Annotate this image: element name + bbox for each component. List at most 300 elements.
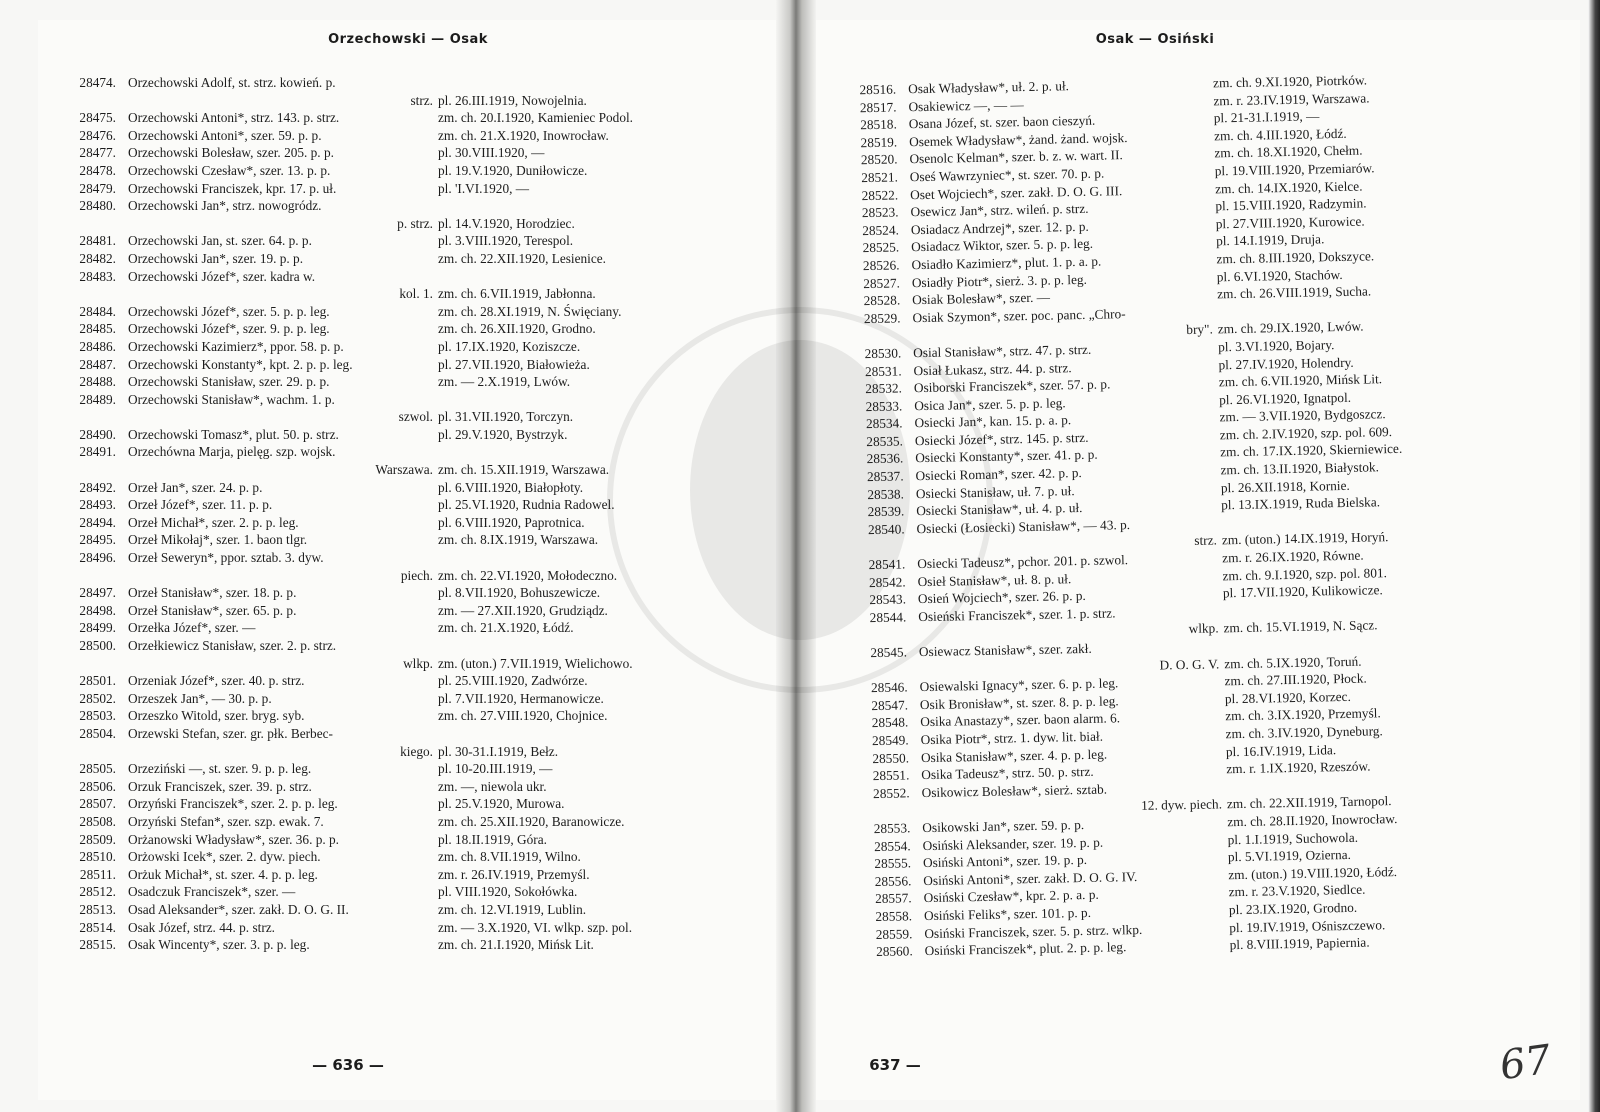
entry-name: Orzechowski Antoni*, strz. 143. p. strz. — [128, 110, 340, 126]
entry-death-record: zm. — 3.VII.1920, Bydgoszcz. — [1219, 406, 1386, 425]
entry-number: 28551. — [872, 767, 910, 784]
entry-number: 28539. — [867, 503, 905, 520]
entry-line — [38, 180, 778, 198]
entry-line — [38, 936, 778, 954]
entry-number: 28531. — [864, 362, 902, 379]
entry — [38, 901, 778, 919]
entry-name: Orzechowski Antoni*, szer. 59. p. p. — [128, 127, 322, 143]
entry-name: Orzeł Mikołaj*, szer. 1. baon tlgr. — [128, 532, 308, 548]
entry-unit-continuation: kol. 1. — [399, 286, 433, 302]
entry-line — [38, 919, 778, 937]
entry-line — [38, 866, 778, 884]
entry — [38, 707, 778, 725]
entry-number: 28512. — [79, 884, 116, 900]
entry-death-record: zm. — 27.XII.1920, Grudziądz. — [438, 602, 608, 618]
entry-number: 28526. — [862, 257, 900, 274]
entry-death-record: pl. 30-31.I.1919, Bełz. — [438, 743, 559, 759]
entry-death-record: pl. 8.VIII.1919, Papiernia. — [1229, 934, 1370, 953]
entry-number: 28521. — [861, 169, 898, 186]
margin-note-handwritten: 67 — [1497, 1036, 1554, 1090]
entry-name: Osiadacz Andrzej*, szer. 12. p. p. — [910, 218, 1089, 237]
entry-death-record: zm. ch. 15.XII.1919, Warszawa. — [438, 462, 610, 478]
entry-death-record: zm. (uton.) 7.VII.1919, Wielichowo. — [438, 655, 633, 671]
entry-number: 28555. — [874, 855, 912, 872]
entry-name: Osikowski Jan*, szer. 59. p. p. — [922, 816, 1085, 836]
entry-number: 28487. — [79, 356, 116, 372]
entry-death-record: pl. 28.VI.1920, Korzec. — [1224, 688, 1351, 707]
entry-unit-continuation: p. strz. — [397, 215, 433, 231]
entry-name: Osiborski Franciszek*, szer. 57. p. p. — [913, 376, 1111, 396]
entry-number: 28525. — [862, 239, 900, 256]
entry — [38, 619, 778, 637]
entry-death-record: pl. 21-31.I.1919, — — [1213, 108, 1320, 126]
entry-death-record: pl. 26.VI.1920, Ignatpol. — [1219, 389, 1352, 408]
entry-death-record: pl. 25.VIII.1920, Zadwórze. — [438, 673, 588, 689]
entry-name: Osika Anastazy*, szer. baon alarm. 6. — [920, 710, 1121, 730]
entry-death-record: zm. — 3.X.1920, VI. wlkp. szp. pol. — [438, 919, 633, 935]
entry-line — [38, 197, 778, 215]
entry-number: 28538. — [867, 486, 905, 502]
entry-death-record: zm. ch. 21.X.1920, Inowrocław. — [438, 127, 609, 143]
entry-number: 28491. — [79, 444, 116, 460]
entry — [38, 690, 778, 708]
entry — [38, 496, 778, 514]
entry-line — [38, 461, 778, 479]
entry — [38, 778, 778, 796]
entry-name: Osiński Czesław*, kpr. 2. p. a. p. — [923, 887, 1099, 906]
entry-number: 28532. — [865, 380, 903, 397]
entry-line — [38, 162, 778, 180]
entry — [38, 866, 778, 884]
entry-unit-continuation: 12. dyw. piech. — [1141, 796, 1223, 814]
entry-number: 28550. — [872, 749, 910, 766]
entry-name: Orzechowski Bolesław, szer. 205. p. p. — [128, 145, 334, 161]
entry-number: 28533. — [865, 398, 903, 414]
entry — [38, 197, 778, 232]
entry-death-record: zm. — 2.X.1919, Lwów. — [438, 374, 571, 390]
entry-number: 28483. — [79, 268, 116, 284]
entry-name: Osień Wojciech*, szer. 26. p. p. — [917, 588, 1086, 607]
entry-line — [38, 426, 778, 444]
entry-death-record: pl. 19.V.1920, Duniłowicze. — [438, 162, 588, 178]
entry-number: 28486. — [79, 338, 116, 354]
entry-name: Osika Stanisław*, szer. 4. p. p. leg. — [920, 746, 1108, 765]
entry-line — [38, 232, 778, 250]
entry-number: 28474. — [79, 75, 116, 90]
entry-number: 28524. — [862, 222, 899, 238]
entry-death-record: pl. 14.I.1919, Druja. — [1215, 231, 1325, 249]
entry-number: 28497. — [79, 585, 116, 601]
entry-death-record: zm. ch. 27.VIII.1920, Chojnice. — [438, 708, 608, 724]
entry-name: Osakiewicz —, — — — [908, 96, 1024, 114]
entry-death-record: zm. ch. 2.IV.1920, szp. pol. 609. — [1219, 423, 1393, 443]
right-page-header: Osak — Osiński — [1095, 32, 1215, 47]
entry-name: Orzyński Franciszek*, szer. 2. p. p. leg. — [128, 796, 338, 812]
entry-line — [38, 831, 778, 849]
entry-number: 28544. — [869, 609, 907, 625]
entry-name: Oseś Wawrzyniec*, st. szer. 70. p. p. — [909, 165, 1105, 185]
entry — [38, 531, 778, 549]
entry-number: 28558. — [875, 908, 913, 924]
entry-death-record: pl. 26.XII.1918, Kornie. — [1220, 477, 1350, 495]
entry-line — [38, 144, 778, 162]
entry-line — [38, 127, 778, 145]
entry-death-record: zm. (uton.) 14.IX.1919, Horyń. — [1221, 529, 1389, 548]
entry-number: 28515. — [79, 937, 116, 953]
entry-number: 28482. — [79, 250, 116, 266]
entry-unit-continuation: strz. — [1194, 532, 1218, 549]
entry-number: 28543. — [869, 591, 907, 608]
entry-name: Orzeł Seweryn*, ppor. sztab. 3. dyw. — [128, 550, 324, 566]
entry-line — [38, 92, 778, 110]
entry-death-record: zm. ch. 27.III.1920, Płock. — [1224, 670, 1367, 689]
entry-name: Osiewacz Stanisław*, szer. zakł. — [918, 640, 1092, 660]
entry-death-record: zm. ch. 4.III.1920, Łódź. — [1213, 125, 1347, 144]
entry-number: 28530. — [864, 345, 902, 362]
entry-number: 28475. — [79, 110, 116, 126]
entry-name: Orzechowski Tomasz*, plut. 50. p. strz. — [128, 426, 339, 442]
entry-name: Osemek Władysław*, żand. żand. wojsk. — [909, 129, 1128, 150]
entry-number: 28494. — [79, 514, 116, 530]
entry-name: Osiecki Józef*, strz. 145. p. strz. — [914, 429, 1089, 449]
entry-line — [38, 690, 778, 708]
entry-death-record: zm. ch. 9.XI.1920, Piotrków. — [1212, 72, 1368, 91]
entry-death-record: pl. 5.VI.1919, Ozierna. — [1227, 847, 1352, 865]
entry-unit-continuation: strz. — [410, 92, 433, 108]
entry-name: Orzechowski Kazimierz*, ppor. 58. p. p. — [128, 338, 344, 354]
entry-name: Osiński Feliks*, szer. 101. p. p. — [923, 904, 1092, 924]
entry-name: Osenolc Kelman*, szer. b. z. w. wart. II. — [909, 147, 1123, 167]
entry-death-record: zm. r. 1.IX.1920, Rzeszów. — [1226, 758, 1371, 777]
entry-number: 28535. — [866, 433, 904, 450]
entry-name: Orzechówna Marja, pielęg. szp. wojsk. — [128, 444, 336, 460]
entry-death-record: pl. 17.IX.1920, Koziszcze. — [438, 338, 581, 354]
entry-death-record: pl. 8.VII.1920, Bohuszewicze. — [438, 585, 601, 601]
entry-number: 28503. — [79, 708, 116, 724]
entry — [38, 180, 778, 198]
entry-number: 28476. — [79, 127, 116, 143]
entry-death-record: zm. (uton.) 19.VIII.1920, Łódź. — [1228, 863, 1398, 882]
entry-death-record: zm. ch. 26.XII.1920, Grodno. — [438, 321, 596, 337]
entry-name: Orzeł Stanisław*, szer. 65. p. p. — [128, 602, 297, 618]
entry-death-record: pl. 18.II.1919, Góra. — [438, 831, 547, 847]
left-page — [38, 20, 778, 1100]
entry-name: Orzewski Stefan, szer. gr. płk. Berbec- — [128, 725, 333, 741]
entry-name: Orzełka Józef*, szer. — — [128, 620, 256, 636]
entry-death-record: zm. ch. 22.XII.1919, Tarnopol. — [1226, 793, 1392, 812]
entry-number: 28541. — [868, 556, 906, 573]
entry-name: Orzechowski Jan, st. szer. 64. p. p. — [128, 233, 312, 249]
entry-death-record: pl. 'I.VI.1920, — — [438, 180, 530, 196]
entry-line — [38, 215, 778, 233]
entry-name: Orzuk Franciszek, szer. 39. p. strz. — [128, 778, 312, 794]
entry-number: 28490. — [79, 426, 116, 442]
entry-name: Orzełkiewicz Stanisław, szer. 2. p. strz. — [128, 638, 337, 653]
entry-line — [38, 637, 778, 655]
entry-name: Osiński Franciszek, szer. 5. p. strz. wlkp. — [924, 921, 1143, 941]
entry — [38, 356, 778, 374]
entry-name: Osica Jan*, szer. 5. p. p. leg. — [914, 394, 1066, 413]
entry-number: 28540. — [867, 521, 905, 537]
entry-death-record: zm. ch. 29.IX.1920, Lwów. — [1217, 318, 1364, 337]
entry-line — [38, 74, 778, 92]
entry-name: Orzechowski Józef*, szer. 9. p. p. leg. — [128, 321, 330, 337]
entry — [38, 514, 778, 532]
entry-death-record: pl. 10-20.III.1919, — — [438, 761, 553, 777]
entry-name: Orżuk Michał*, st. szer. 4. p. p. leg. — [128, 866, 318, 882]
entry — [38, 795, 778, 813]
entry-name: Osak Wincenty*, szer. 3. p. p. leg. — [128, 937, 310, 953]
entry — [38, 919, 778, 937]
entry-number: 28518. — [860, 116, 897, 133]
entry-unit-continuation: Warszawa. — [375, 462, 433, 478]
entry-name: Osial Stanisław*, strz. 47. p. strz. — [913, 341, 1092, 361]
entry — [38, 250, 778, 268]
entry-line — [38, 285, 778, 303]
entry-line — [38, 109, 778, 127]
entry-number: 28549. — [871, 732, 909, 749]
entry-number: 28489. — [79, 391, 116, 407]
entry-number: 28519. — [860, 134, 898, 150]
entry-name: Osika Piotr*, strz. 1. dyw. lit. biał. — [920, 728, 1104, 748]
entry-death-record: zm. ch. 12.VI.1919, Lublin. — [438, 901, 587, 917]
entry — [38, 320, 778, 338]
entry — [38, 883, 778, 901]
entry-name: Orzeł Michał*, szer. 2. p. p. leg. — [128, 514, 299, 530]
entry-death-record: zm. ch. 8.III.1920, Dokszyce. — [1216, 248, 1375, 267]
entry-number: 28505. — [79, 761, 116, 777]
entry-death-record: pl. 23.IX.1920, Grodno. — [1228, 899, 1358, 918]
entry-death-record: pl. 19.IV.1919, Ośniszczewo. — [1229, 916, 1386, 935]
entry-number: 28514. — [79, 919, 116, 935]
entry-number: 28556. — [874, 873, 912, 889]
entry-name: Osana Józef, st. szer. baon cieszyń. — [908, 112, 1096, 132]
entry-unit-continuation: piech. — [400, 567, 433, 583]
entry — [38, 831, 778, 849]
entry — [38, 74, 778, 109]
entry — [38, 813, 778, 831]
entry-number: 28502. — [79, 690, 116, 706]
entry-line — [38, 549, 778, 567]
entry-death-record: zm. r. 23.V.1920, Siedlce. — [1228, 881, 1366, 900]
entry-name: Oset Wojciech*, szer. zakł. D. O. G. III. — [910, 182, 1123, 202]
entry-number: 28481. — [79, 233, 116, 249]
entry-name: Osiak Szymon*, szer. poc. panc. „Chro- — [912, 305, 1126, 325]
entry-death-record: pl. 3.VIII.1920, Terespol. — [438, 233, 574, 249]
entry-name: Osiński Antoni*, szer. 19. p. p. — [922, 852, 1088, 871]
entry-line — [38, 619, 778, 637]
left-page-header: Orzechowski — Osak — [328, 32, 488, 47]
entry-number: 28528. — [863, 292, 901, 309]
entry — [38, 303, 778, 321]
entry-death-record: zm. ch. 21.X.1920, Łódź. — [438, 620, 574, 636]
entry-death-record: zm. ch. 8.VII.1919, Wilno. — [438, 849, 581, 865]
entry-number: 28529. — [863, 310, 901, 326]
entry-name: Osiński Aleksander, szer. 19. p. p. — [922, 834, 1104, 853]
entry-death-record: zm. ch. 15.VI.1919, N. Sącz. — [1223, 617, 1378, 636]
entry-name: Orzechowski Józef*, szer. 5. p. p. leg. — [128, 303, 330, 319]
entry-number: 28496. — [79, 550, 116, 566]
entry-number: 28560. — [875, 943, 913, 960]
entry — [38, 391, 778, 426]
entry-line — [38, 479, 778, 497]
entry-line — [38, 707, 778, 725]
entry — [38, 672, 778, 690]
entry-number: 28506. — [79, 778, 116, 794]
entry-name: Osewicz Jan*, strz. wileń. p. strz. — [910, 200, 1089, 220]
entry-death-record: zm. ch. 8.IX.1919, Warszawa. — [438, 532, 599, 548]
entry-death-record: zm. ch. 18.XI.1920, Chełm. — [1214, 142, 1363, 161]
entry — [38, 232, 778, 250]
entry-number: 28507. — [79, 796, 116, 812]
entry-number: 28479. — [79, 180, 116, 196]
entry — [38, 760, 778, 778]
entry-death-record: zm. ch. 26.VIII.1919, Sucha. — [1216, 283, 1372, 302]
entry-line — [38, 672, 778, 690]
entry-number: 28534. — [865, 415, 903, 432]
entry-number: 28554. — [873, 837, 911, 854]
entry-name: Osieński Franciszek*, szer. 1. p. strz. — [918, 605, 1116, 624]
entry-name: Osik Bronisław*, st. szer. 8. p. p. leg. — [919, 693, 1119, 712]
entry-death-record: pl. VIII.1920, Sokołówka. — [438, 884, 578, 900]
entry-name: Osiński Antoni*, szer. zakł. D. O. G. IV. — [923, 868, 1138, 888]
entry-number: 28520. — [860, 151, 898, 168]
entry-line — [38, 391, 778, 409]
entry — [38, 637, 778, 672]
entry-line — [38, 567, 778, 585]
entry-line — [38, 373, 778, 391]
entry-line — [38, 250, 778, 268]
right-page — [810, 20, 1580, 1100]
entry-number: 28500. — [79, 638, 116, 653]
entry-death-record: zm. ch. 22.XII.1920, Lesienice. — [438, 250, 607, 266]
entry-death-record: zm. ch. 13.II.1920, Białystok. — [1220, 459, 1380, 478]
entry-name: Orzechowski Stanisław, szer. 29. p. p. — [128, 374, 330, 390]
entry-death-record: zm. ch. 3.IV.1920, Dyneburg. — [1225, 723, 1383, 742]
entry-line — [38, 848, 778, 866]
entry-number: 28548. — [871, 714, 909, 731]
entry — [38, 443, 778, 478]
entry-name: Orzeszko Witold, szer. bryg. syb. — [128, 708, 305, 724]
right-page-number: 637 — — [869, 1056, 921, 1074]
entry-number: 28522. — [861, 187, 899, 203]
entry-number: 28552. — [872, 785, 910, 801]
entry-name: Osiecki Konstanty*, szer. 41. p. p. — [915, 447, 1098, 466]
entry-name: Orzechowski Stanisław*, wachm. 1. p. — [128, 391, 335, 407]
entry-number: 28504. — [79, 725, 116, 741]
entry — [38, 127, 778, 145]
entry-name: Osiecki (Łosiecki) Stanisław*, — 43. p. — [916, 516, 1131, 537]
entry-death-record: zm. ch. 28.XI.1919, N. Święciany. — [438, 303, 622, 319]
entry-death-record: pl. 19.VIII.1920, Przemiarów. — [1214, 160, 1375, 179]
entry-line — [38, 743, 778, 761]
entry-death-record: zm. ch. 14.IX.1920, Kielce. — [1214, 178, 1363, 196]
entry-number: 28488. — [79, 374, 116, 390]
entry-number: 28517. — [859, 99, 897, 115]
entry-death-record: zm. ch. 20.I.1920, Kamieniec Podol. — [438, 110, 633, 126]
entry-name: Osadczuk Franciszek*, szer. — — [128, 884, 296, 900]
entry-number: 28537. — [866, 468, 904, 485]
entry-death-record: pl. 26.III.1919, Nowojelnia. — [438, 92, 587, 108]
entry-number: 28513. — [79, 901, 116, 917]
entry-death-record: zm. ch. 3.IX.1920, Przemyśl. — [1225, 705, 1381, 724]
entry-line — [38, 531, 778, 549]
entry-number: 28527. — [863, 274, 901, 291]
entry-number: 28501. — [79, 673, 116, 689]
entry-death-record: zm. —, niewola ukr. — [438, 778, 547, 794]
entry-line — [38, 795, 778, 813]
entry-number: 28557. — [874, 890, 912, 907]
entry-line — [38, 408, 778, 426]
right-entries-list — [818, 67, 1600, 961]
entry-number: 28516. — [859, 81, 897, 98]
entry-death-record: zm. ch. 5.IX.1920, Toruń. — [1224, 653, 1362, 671]
entry-death-record: zm. r. 23.IV.1919, Warszawa. — [1213, 90, 1370, 109]
entry-death-record: pl. 29.V.1920, Bystrzyk. — [438, 426, 568, 442]
entry-line — [38, 883, 778, 901]
entry-name: Osiewalski Ignacy*, szer. 6. p. p. leg. — [919, 675, 1119, 695]
entry — [38, 162, 778, 180]
entry-name: Osiak Bolesław*, szer. — — [912, 289, 1051, 308]
entry-death-record: zm. ch. 6.VII.1920, Mińsk Lit. — [1218, 371, 1383, 390]
entry-name: Orżowski Icek*, szer. 2. dyw. piech. — [128, 849, 321, 865]
entry-name: Osieł Stanisław*, uł. 8. p. uł. — [917, 570, 1072, 589]
page-edge-shadow — [1588, 0, 1600, 1112]
entry-name: Orzechowski Konstanty*, kpt. 2. p. p. leg. — [128, 356, 353, 372]
entry-line — [38, 584, 778, 602]
entry-death-record: pl. 27.IV.1920, Holendry. — [1218, 354, 1354, 372]
entry — [38, 602, 778, 620]
entry-name: Osiecki Tadeusz*, pchor. 201. p. szwol. — [917, 552, 1129, 572]
entry — [38, 268, 778, 303]
entry-death-record: zm. ch. 21.I.1920, Mińsk Lit. — [438, 937, 594, 953]
entry-death-record: pl. 13.IX.1919, Ruda Bielska. — [1221, 494, 1381, 513]
entry — [38, 848, 778, 866]
entry-death-record: zm. ch. 17.IX.1920, Skierniewice. — [1220, 441, 1403, 460]
entry-death-record: zm. ch. 9.I.1920, szp. pol. 801. — [1222, 564, 1388, 583]
entry-name: Orzeł Józef*, szer. 11. p. p. — [128, 497, 273, 513]
entry-number: 28553. — [873, 820, 911, 837]
entry-line — [38, 303, 778, 321]
entry-death-record: zm. ch. 28.II.1920, Inowrocław. — [1227, 810, 1398, 830]
entry — [38, 549, 778, 584]
entry-line — [38, 655, 778, 673]
entry-name: Osiadacz Wiktor, szer. 5. p. p. leg. — [911, 236, 1094, 255]
entry-death-record: zm. ch. 6.VII.1919, Jabłonna. — [438, 286, 596, 302]
entry — [38, 109, 778, 127]
entry-name: Orzeł Stanisław*, szer. 18. p. p. — [128, 585, 297, 601]
entry-line — [38, 443, 778, 461]
entry-death-record: zm. r. 26.IV.1919, Przemyśl. — [438, 866, 590, 882]
entry-number: 28493. — [79, 497, 116, 513]
entry-death-record: zm. ch. 22.VI.1920, Mołodeczno. — [438, 567, 618, 583]
entry-death-record: pl. 31.VII.1920, Torczyn. — [438, 409, 574, 425]
entry-name: Orzechowski Adolf, st. strz. kowień. p. — [128, 75, 336, 90]
entry-line — [38, 496, 778, 514]
left-page-number: — 636 — — [312, 1056, 384, 1074]
entry-death-record: pl. 15.VIII.1920, Radzymin. — [1215, 195, 1367, 214]
entry-unit-continuation: bry". — [1186, 321, 1213, 338]
entry-name: Osad Aleksander*, szer. zakł. D. O. G. II. — [128, 901, 349, 917]
entry-number: 28511. — [79, 866, 116, 882]
entry-name: Orzechowski Czesław*, szer. 13. p. p. — [128, 162, 331, 178]
entry — [38, 373, 778, 391]
entry-number: 28542. — [868, 574, 906, 590]
entry-name: Osiński Franciszek*, plut. 2. p. p. leg. — [924, 939, 1127, 959]
entry-unit-continuation: D. O. G. V. — [1159, 655, 1220, 673]
entry-name: Orzechowski Jan*, szer. 19. p. p. — [128, 250, 304, 266]
entry — [38, 725, 778, 760]
